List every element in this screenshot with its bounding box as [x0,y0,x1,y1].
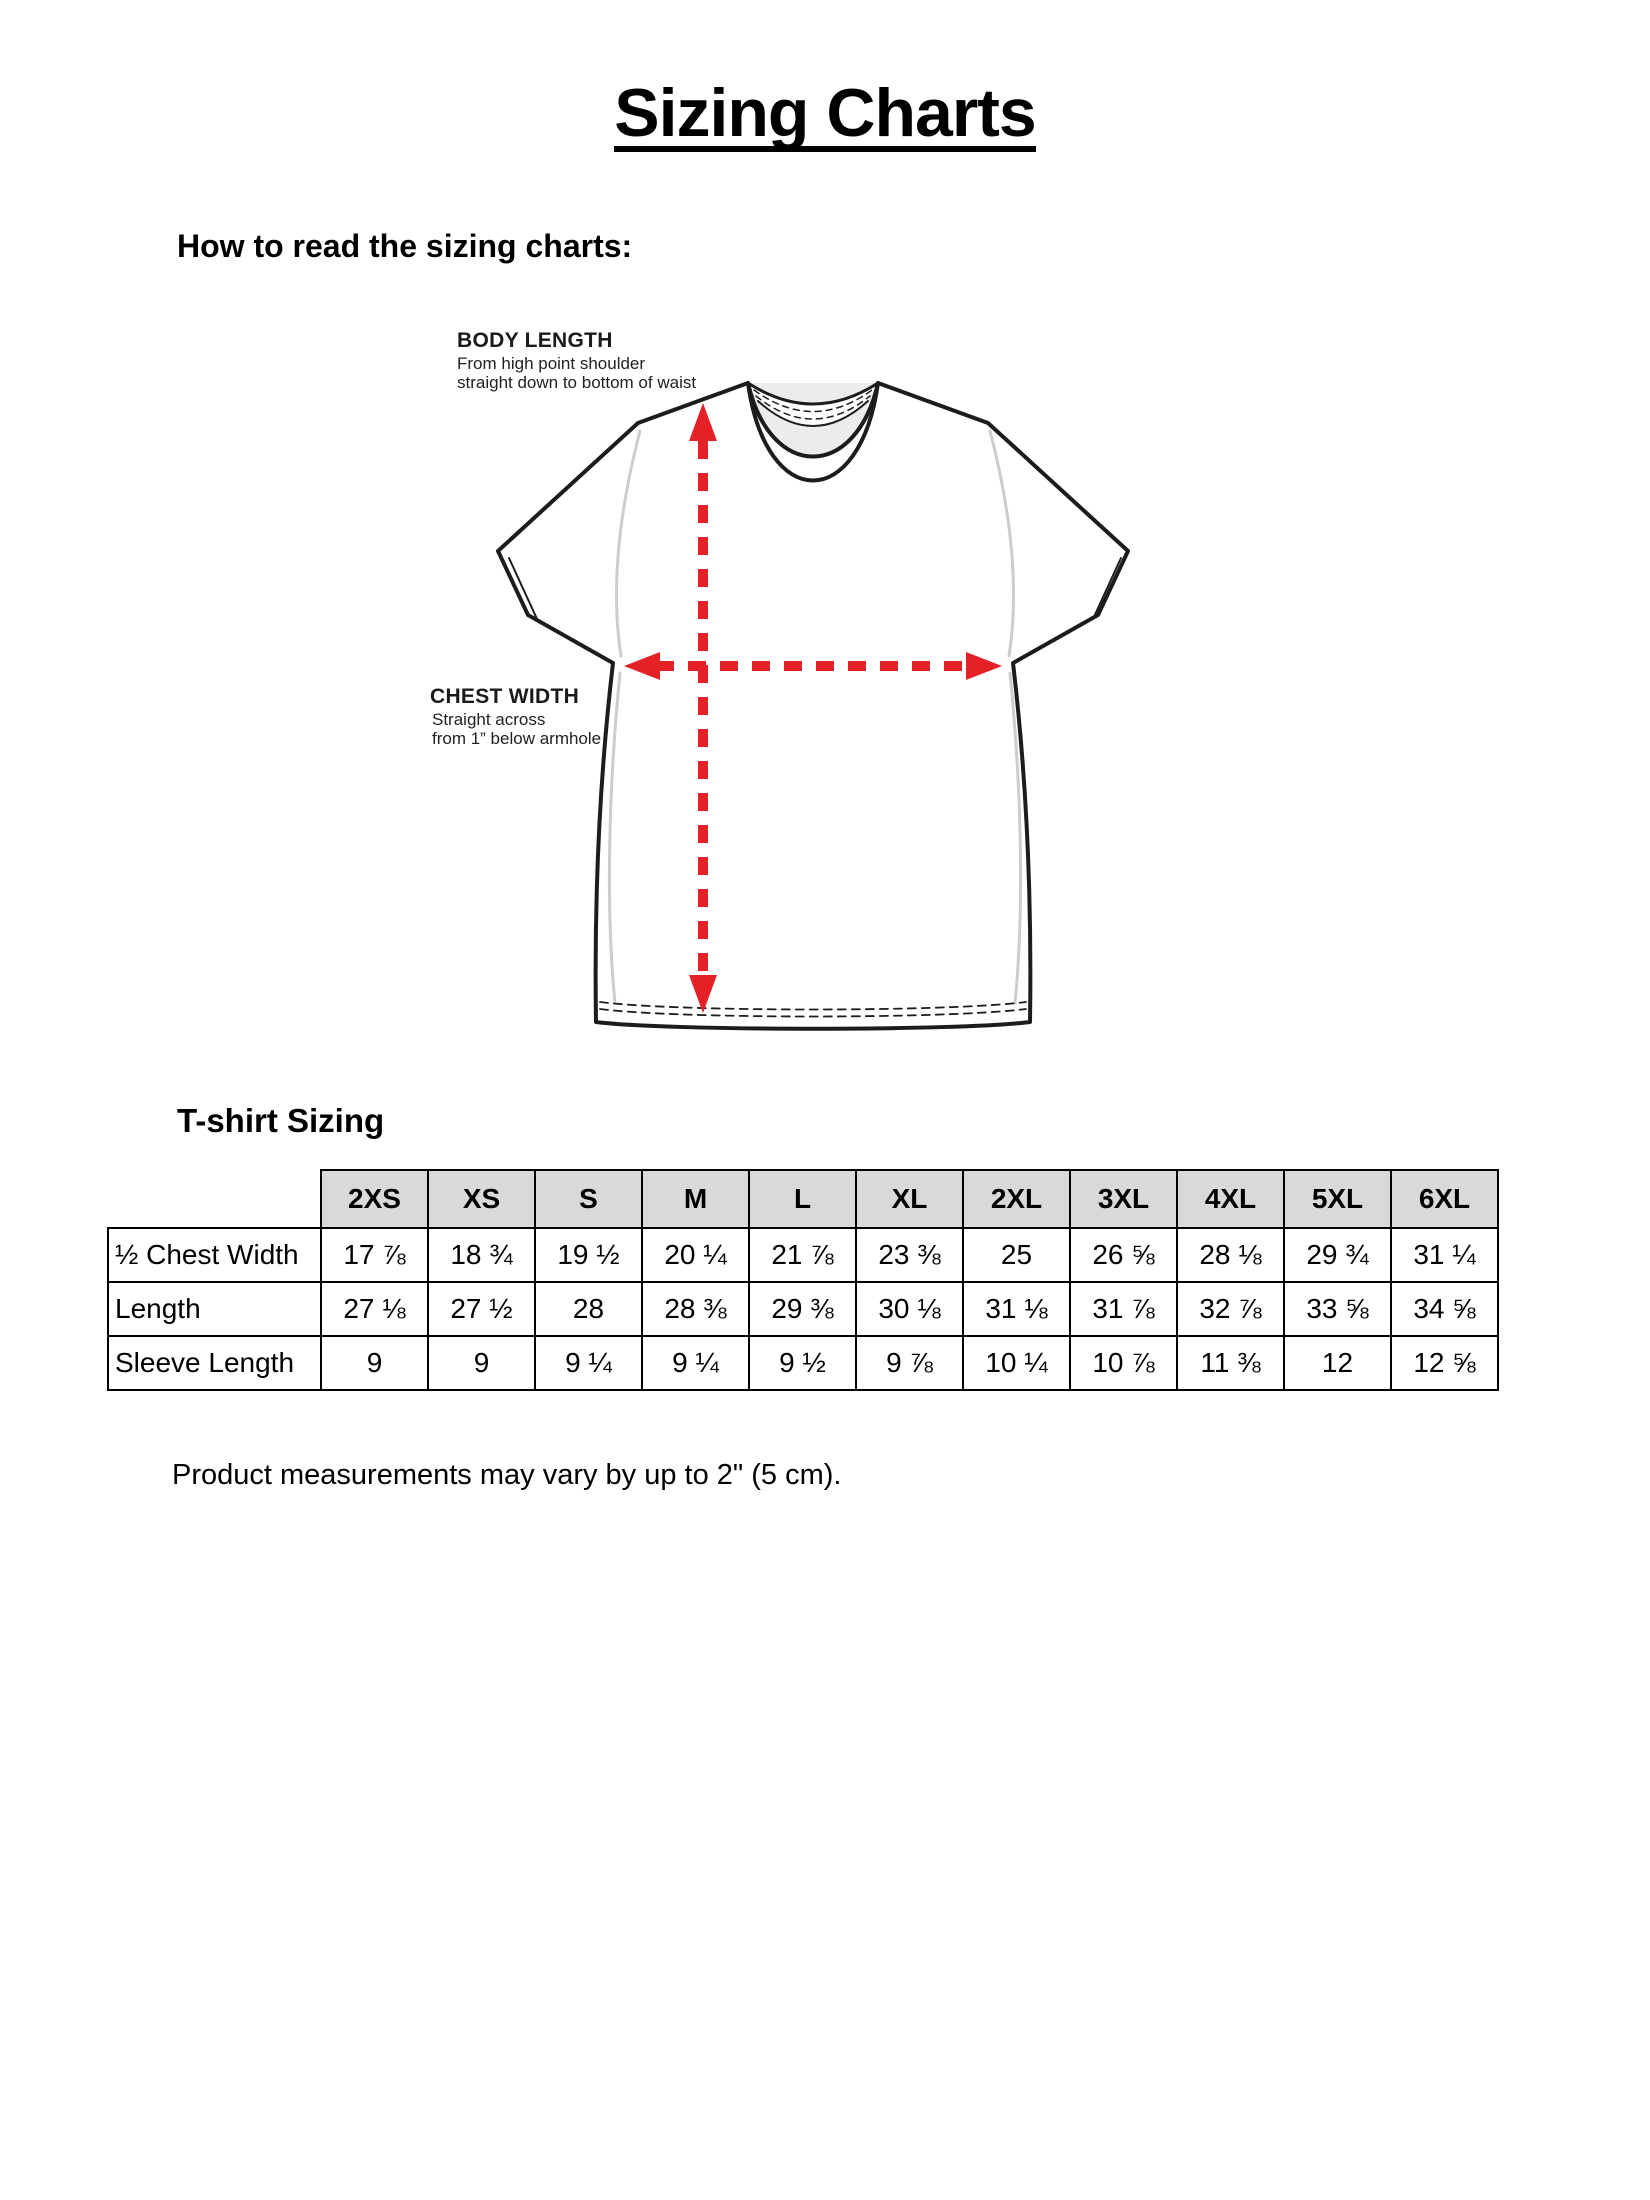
tshirt-diagram [488,373,1142,1035]
size-column-5xl: 5XL [1284,1170,1391,1228]
body-length-desc-line2: straight down to bottom of waist [457,373,697,392]
size-column-4xl: 4XL [1177,1170,1284,1228]
length-row [108,1282,1498,1336]
size-value-cell: 21 ⅞ [749,1228,856,1282]
how-to-heading: How to read the sizing charts: [177,228,633,264]
size-column-2xl: 2XL [963,1170,1070,1228]
size-header-row [108,1170,1498,1228]
size-value-cell: 9 ⅞ [856,1336,963,1390]
size-value-cell: 26 ⅝ [1070,1228,1177,1282]
row-label-half-chest-width: ½ Chest Width [108,1228,321,1282]
size-column-m: M [642,1170,749,1228]
size-column-xl: XL [856,1170,963,1228]
size-value-cell: 28 ⅜ [642,1282,749,1336]
size-value-cell: 12 [1284,1336,1391,1390]
size-value-cell: 31 ⅞ [1070,1282,1177,1336]
size-value-cell: 18 ¾ [428,1228,535,1282]
size-value-cell: 27 ⅛ [321,1282,428,1336]
chest-width-desc-line1: Straight across [432,710,546,729]
size-value-cell: 31 ¼ [1391,1228,1498,1282]
row-label-length: Length [108,1282,321,1336]
size-value-cell: 31 ⅛ [963,1282,1070,1336]
size-value-cell: 9 [321,1336,428,1390]
size-value-cell: 30 ⅛ [856,1282,963,1336]
size-value-cell: 29 ¾ [1284,1228,1391,1282]
chest-width-desc-line2: from 1” below armhole [432,729,602,748]
size-value-cell: 28 ⅛ [1177,1228,1284,1282]
size-value-cell: 10 ¼ [963,1336,1070,1390]
size-value-cell: 11 ⅜ [1177,1336,1284,1390]
body-length-desc-line1: From high point shoulder [457,354,646,373]
size-value-cell: 9 [428,1336,535,1390]
size-value-cell: 33 ⅝ [1284,1282,1391,1336]
chest-width-row [108,1228,1498,1282]
size-value-cell: 27 ½ [428,1282,535,1336]
measurement-note: Product measurements may vary by up to 2" (5 cm). [172,1459,842,1491]
page-title: Sizing Charts [614,75,1036,151]
size-value-cell: 29 ⅜ [749,1282,856,1336]
size-value-cell: 9 ½ [749,1336,856,1390]
row-label-sleeve-length: Sleeve Length [108,1336,321,1390]
size-value-cell: 9 ¼ [535,1336,642,1390]
size-value-cell: 28 [535,1282,642,1336]
size-column-l: L [749,1170,856,1228]
tshirt-sizing-heading: T-shirt Sizing [177,1102,385,1139]
size-column-2xs: 2XS [321,1170,428,1228]
size-column-xs: XS [428,1170,535,1228]
chest-width-label: CHEST WIDTH [430,685,580,708]
size-value-cell: 12 ⅝ [1391,1336,1498,1390]
tshirt-outline [498,383,1128,1029]
size-value-cell: 19 ½ [535,1228,642,1282]
size-value-cell: 10 ⅞ [1070,1336,1177,1390]
size-value-cell: 25 [963,1228,1070,1282]
size-column-s: S [535,1170,642,1228]
size-value-cell: 17 ⅞ [321,1228,428,1282]
sizing-table [107,1169,1499,1391]
corner-empty-cell [108,1170,321,1228]
body-length-label: BODY LENGTH [457,329,613,352]
size-value-cell: 23 ⅜ [856,1228,963,1282]
size-column-3xl: 3XL [1070,1170,1177,1228]
page-title-wrap [0,75,1650,152]
size-value-cell: 20 ¼ [642,1228,749,1282]
size-value-cell: 32 ⅞ [1177,1282,1284,1336]
size-value-cell: 9 ¼ [642,1336,749,1390]
sleeve-length-row [108,1336,1498,1390]
size-column-6xl: 6XL [1391,1170,1498,1228]
size-value-cell: 34 ⅝ [1391,1282,1498,1336]
